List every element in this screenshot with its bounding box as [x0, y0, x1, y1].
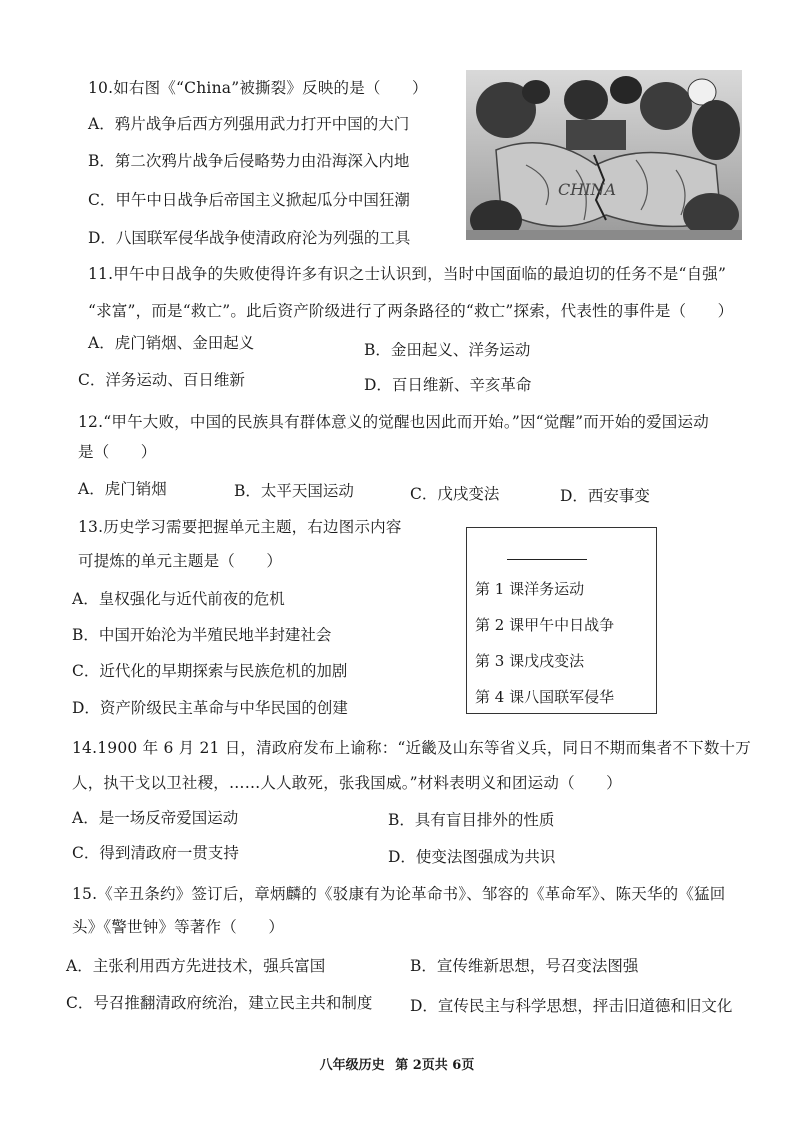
- q14-stem-line-1: 14.1900 年 6 月 21 日，清政府发布上谕称：“近畿及山东等省义兵，同日不期而集者不下数十万: [72, 739, 751, 757]
- q15-stem-line-2: 头》《警世钟》等著作（ ）: [72, 918, 285, 936]
- footer-page-number: 第 2页共 6页: [395, 1058, 475, 1073]
- page-footer: [0, 1054, 794, 1073]
- unit-box-title-blank: [507, 559, 587, 560]
- q11-option-b[interactable]: B．金田起义、洋务运动: [364, 341, 531, 359]
- cartoon-china-label: CHINA: [558, 180, 617, 199]
- q10-option-c[interactable]: C．甲午中日战争后帝国主义掀起瓜分中国狂潮: [88, 191, 410, 209]
- q12-option-a[interactable]: A．虎门销烟: [78, 480, 167, 498]
- q13-option-a[interactable]: A．皇权强化与近代前夜的危机: [72, 590, 285, 608]
- q15-option-c[interactable]: C．号召推翻清政府统治，建立民主共和制度: [66, 994, 373, 1012]
- cartoon-illustration: [466, 70, 742, 240]
- q11-stem-line-2: “求富”，而是“救亡”。此后资产阶级进行了两条路径的“救亡”探索，代表性的事件是（ ）: [88, 302, 734, 320]
- q15-option-a[interactable]: A．主张利用西方先进技术，强兵富国: [66, 957, 326, 975]
- q11-stem-line-1: 11.甲午中日战争的失败使得许多有识之士认识到，当时中国面临的最迫切的任务不是“自强”: [88, 265, 727, 283]
- q13-option-c[interactable]: C．近代化的早期探索与民族危机的加剧: [72, 662, 348, 680]
- q14-stem-line-2: 人，执干戈以卫社稷，……人人敢死，张我国威。”材料表明义和团运动（ ）: [72, 774, 622, 792]
- china-torn-cartoon-image: [466, 70, 742, 240]
- q14-option-d[interactable]: D．使变法图强成为共识: [388, 848, 556, 866]
- q10-option-b[interactable]: B．第二次鸦片战争后侵略势力由沿海深入内地: [88, 152, 410, 170]
- q14-option-c[interactable]: C．得到清政府一贯支持: [72, 844, 239, 862]
- q13-option-b[interactable]: B．中国开始沦为半殖民地半封建社会: [72, 626, 332, 644]
- q15-option-d[interactable]: D．宣传民主与科学思想，抨击旧道德和旧文化: [410, 997, 733, 1015]
- q13-stem-line-2: 可提炼的单元主题是（ ）: [78, 552, 283, 570]
- q12-option-c[interactable]: C．戊戌变法: [410, 485, 500, 503]
- q15-stem-line-1: 15.《辛丑条约》签订后，章炳麟的《驳康有为论革命书》、邹容的《革命军》、陈天华的《猛回: [72, 885, 726, 903]
- q11-option-a[interactable]: A．虎门销烟、金田起义: [88, 334, 255, 352]
- unit-content-box: [466, 527, 657, 714]
- footer-subject: 八年级历史: [319, 1058, 385, 1073]
- q15-option-b[interactable]: B．宣传维新思想，号召变法图强: [410, 957, 639, 975]
- q12-option-b[interactable]: B．太平天国运动: [234, 482, 354, 500]
- q10-option-d[interactable]: D．八国联军侵华战争使清政府沦为列强的工具: [88, 229, 411, 247]
- unit-box-lesson-2: 第 2 课甲午中日战争: [475, 616, 615, 634]
- q14-option-a[interactable]: A．是一场反帝爱国运动: [72, 809, 239, 827]
- unit-box-lesson-3: 第 3 课戊戌变法: [475, 652, 585, 670]
- q13-stem-line-1: 13.历史学习需要把握单元主题，右边图示内容: [78, 518, 402, 536]
- q11-option-d[interactable]: D．百日维新、辛亥革命: [364, 376, 532, 394]
- q14-option-b[interactable]: B．具有盲目排外的性质: [388, 811, 555, 829]
- q11-option-c[interactable]: C．洋务运动、百日维新: [78, 371, 245, 389]
- q10-option-a[interactable]: A．鸦片战争后西方列强用武力打开中国的大门: [88, 115, 410, 133]
- q12-stem-line-2: 是（ ）: [78, 443, 157, 461]
- q10-stem: 10.如右图《“China”被撕裂》反映的是（ ）: [88, 79, 428, 97]
- unit-box-lesson-4: 第 4 课八国联军侵华: [475, 688, 615, 706]
- q12-option-d[interactable]: D．西安事变: [560, 487, 650, 505]
- q13-option-d[interactable]: D．资产阶级民主革命与中华民国的创建: [72, 699, 348, 717]
- q12-stem-line-1: 12.“甲午大败，中国的民族具有群体意义的觉醒也因此而开始。”因“觉醒”而开始的爱国运动: [78, 413, 709, 431]
- unit-box-lesson-1: 第 1 课洋务运动: [475, 580, 585, 598]
